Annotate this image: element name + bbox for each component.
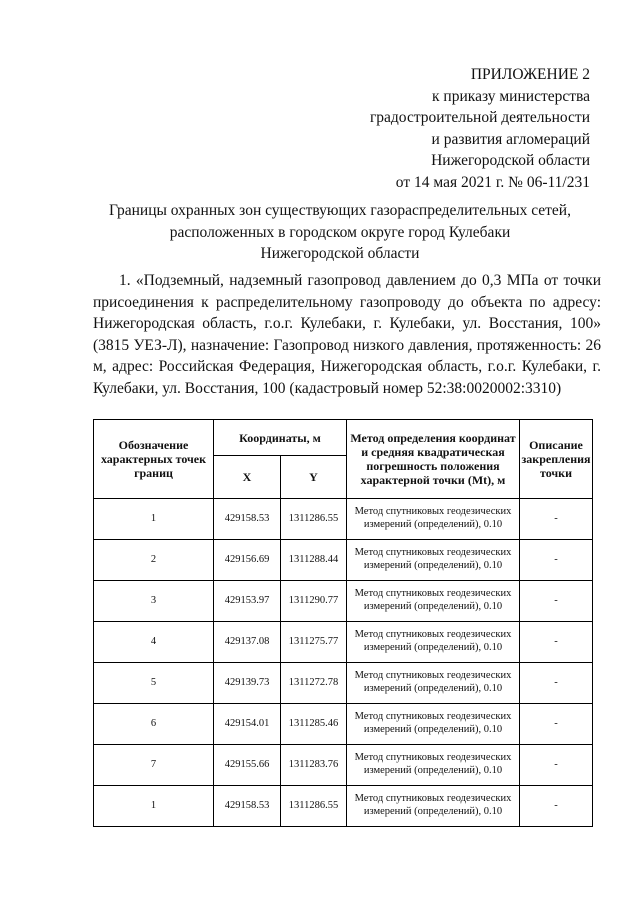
cell-fixing: - <box>520 499 593 540</box>
header-fixing: Описание закрепления точки <box>520 420 593 499</box>
cell-point: 5 <box>94 663 214 704</box>
cell-point: 4 <box>94 622 214 663</box>
cell-x: 429139.73 <box>214 663 281 704</box>
cell-method: Метод спутниковых геодезических измерений (определений), 0.10 <box>347 663 520 704</box>
table-row <box>94 745 593 786</box>
cell-method: Метод спутниковых геодезических измерений (определений), 0.10 <box>347 704 520 745</box>
appendix-line: и развития агломераций <box>431 130 590 148</box>
cell-y: 1311286.55 <box>281 499 347 540</box>
appendix-line: к приказу министерства <box>432 87 590 105</box>
table-row <box>94 581 593 622</box>
object-description <box>93 270 601 399</box>
cell-y: 1311290.77 <box>281 581 347 622</box>
header-y: Y <box>281 456 347 499</box>
cell-y: 1311288.44 <box>281 540 347 581</box>
document-title <box>60 200 620 265</box>
table-row <box>94 622 593 663</box>
cell-point: 1 <box>94 499 214 540</box>
cell-point: 2 <box>94 540 214 581</box>
description-line: 1. «Подземный, надземный газопровод давлением до 0,3 МПа от точки <box>119 272 601 289</box>
cell-method: Метод спутниковых геодезических измерений (определений), 0.10 <box>347 540 520 581</box>
cell-y: 1311272.78 <box>281 663 347 704</box>
description-line: Кулебаки, ул. Восстания, 100 (кадастровый номер 52:38:0020002:3310) <box>93 379 562 397</box>
appendix-line: градостроительной деятельности <box>369 109 590 126</box>
appendix-line: от 14 мая 2021 г. № 06-11/231 <box>395 173 590 191</box>
table-row <box>94 663 593 704</box>
cell-method: Метод спутниковых геодезических измерений (определений), 0.10 <box>347 499 520 540</box>
cell-fixing: - <box>520 663 593 704</box>
cell-fixing: - <box>520 704 593 745</box>
description-line: Нижегородская область, г.о.г. Кулебаки, г. Кулебаки, ул. Восстания, 100» <box>93 315 601 332</box>
cell-method: Метод спутниковых геодезических измерений (определений), 0.10 <box>347 581 520 622</box>
appendix-line: Нижегородской области <box>431 152 590 169</box>
cell-point: 3 <box>94 581 214 622</box>
cell-method: Метод спутниковых геодезических измерений (определений), 0.10 <box>347 745 520 786</box>
cell-fixing: - <box>520 745 593 786</box>
cell-method: Метод спутниковых геодезических измерений (определений), 0.10 <box>347 622 520 663</box>
cell-y: 1311285.46 <box>281 704 347 745</box>
title-line: Нижегородской области <box>260 245 420 262</box>
appendix-header <box>260 64 590 193</box>
cell-point: 1 <box>94 786 214 827</box>
title-line: расположенных в городском округе город Кулебаки <box>169 223 511 241</box>
appendix-line: ПРИЛОЖЕНИЕ 2 <box>470 66 590 83</box>
table-row <box>94 704 593 745</box>
description-line: м, адрес: Российская Федерация, Нижегородская область, г.о.г. Кулебаки, г. <box>93 358 601 375</box>
cell-x: 429153.97 <box>214 581 281 622</box>
cell-fixing: - <box>520 581 593 622</box>
cell-x: 429158.53 <box>214 499 281 540</box>
cell-x: 429137.08 <box>214 622 281 663</box>
cell-x: 429158.53 <box>214 786 281 827</box>
header-point: Обозначение характерных точек границ <box>94 420 214 499</box>
cell-fixing: - <box>520 786 593 827</box>
title-line: Границы охранных зон существующих газораспределительных сетей, <box>109 202 571 219</box>
cell-point: 6 <box>94 704 214 745</box>
cell-fixing: - <box>520 540 593 581</box>
cell-x: 429156.69 <box>214 540 281 581</box>
table-row <box>94 540 593 581</box>
header-coords: Координаты, м <box>214 420 347 456</box>
cell-y: 1311283.76 <box>281 745 347 786</box>
cell-y: 1311275.77 <box>281 622 347 663</box>
cell-x: 429154.01 <box>214 704 281 745</box>
table-row <box>94 786 593 827</box>
header-x: X <box>214 456 281 499</box>
cell-method: Метод спутниковых геодезических измерений (определений), 0.10 <box>347 786 520 827</box>
cell-y: 1311286.55 <box>281 786 347 827</box>
description-line: присоединения к распределительному газопроводу до объекта по адресу: <box>93 293 601 311</box>
description-line: (3815 УЕЗ-Л), назначение: Газопровод низкого давления, протяженность: 26 <box>93 336 601 354</box>
table-row <box>94 499 593 540</box>
header-method: Метод определения координат и средняя квадратическая погрешность положения характерной точки (Mt), м <box>347 420 520 499</box>
cell-x: 429155.66 <box>214 745 281 786</box>
coordinates-table <box>93 419 593 827</box>
cell-point: 7 <box>94 745 214 786</box>
cell-fixing: - <box>520 622 593 663</box>
